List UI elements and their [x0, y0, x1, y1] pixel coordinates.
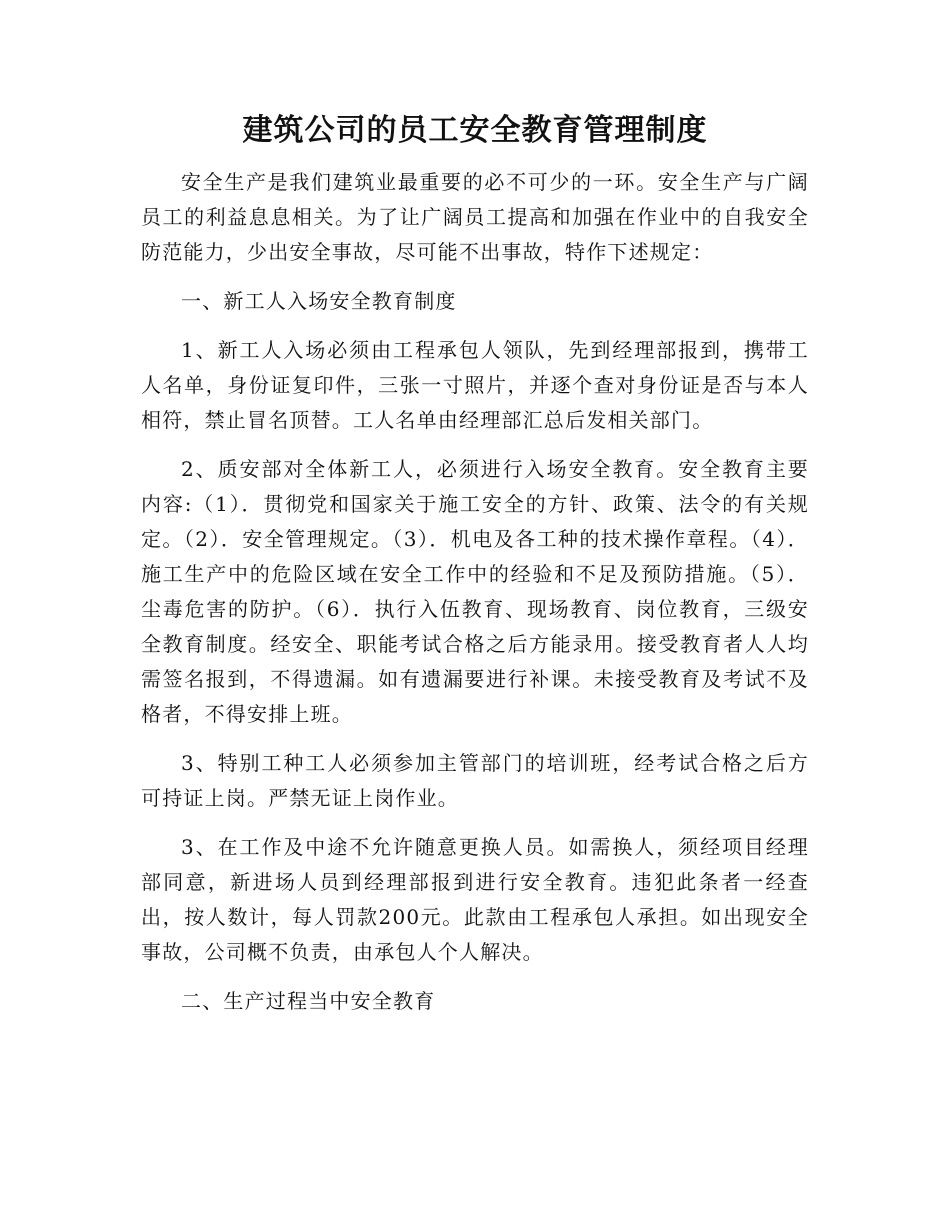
section-heading-2: 二、生产过程当中安全教育	[181, 989, 436, 1013]
document-title: 建筑公司的员工安全教育管理制度	[242, 113, 708, 148]
rule-paragraph-4: 3、在工作及中途不允许随意更换人员。如需换人，须经项目经理部同意，新进场人员到经理部报到进行安全教育。违犯此条者一经查出，按人数计，每人罚款200元。此款由工程承包人承担。如出现安全事故，公司概不负责，由承包人个人解决。	[141, 835, 809, 964]
rule-paragraph-2: 2、质安部对全体新工人，必须进行入场安全教育。安全教育主要内容:（1）．贯彻党和国家关于施工安全的方针、政策、法令的有关规定。（2）．安全管理规定。（3）．机电及各工种的技术操作章程。（4）．施工生产中的危险区域在安全工作中的经验和不足及预防措施。（5）．尘毒危害的防护。（6）．执行入伍教育、现场教育、岗位教育，三级安全教育制度。经安全、职能考试合格之后方能录用。接受教育者人人均需签名报到，不得遗漏。如有遗漏要进行补课。未接受教育及考试不及格者，不得安排上班。	[141, 457, 809, 726]
section-heading-1: 一、新工人入场安全教育制度	[181, 289, 457, 313]
intro-paragraph: 安全生产是我们建筑业最重要的必不可少的一环。安全生产与广阔员工的利益息息相关。为了让广阔员工提高和加强在作业中的自我安全防范能力，少出安全事故，尽可能不出事故，特作下述规定：	[141, 170, 809, 264]
document-body	[141, 165, 809, 1033]
rule-paragraph-3: 3、特别工种工人必须参加主管部门的培训班，经考试合格之后方可持证上岗。严禁无证上岗作业。	[141, 751, 809, 810]
rule-paragraph-1: 1、新工人入场必须由工程承包人领队，先到经理部报到，携带工人名单，身份证复印件，三张一寸照片，并逐个查对身份证是否与本人相符，禁止冒名顶替。工人名单由经理部汇总后发相关部门。	[141, 338, 809, 432]
